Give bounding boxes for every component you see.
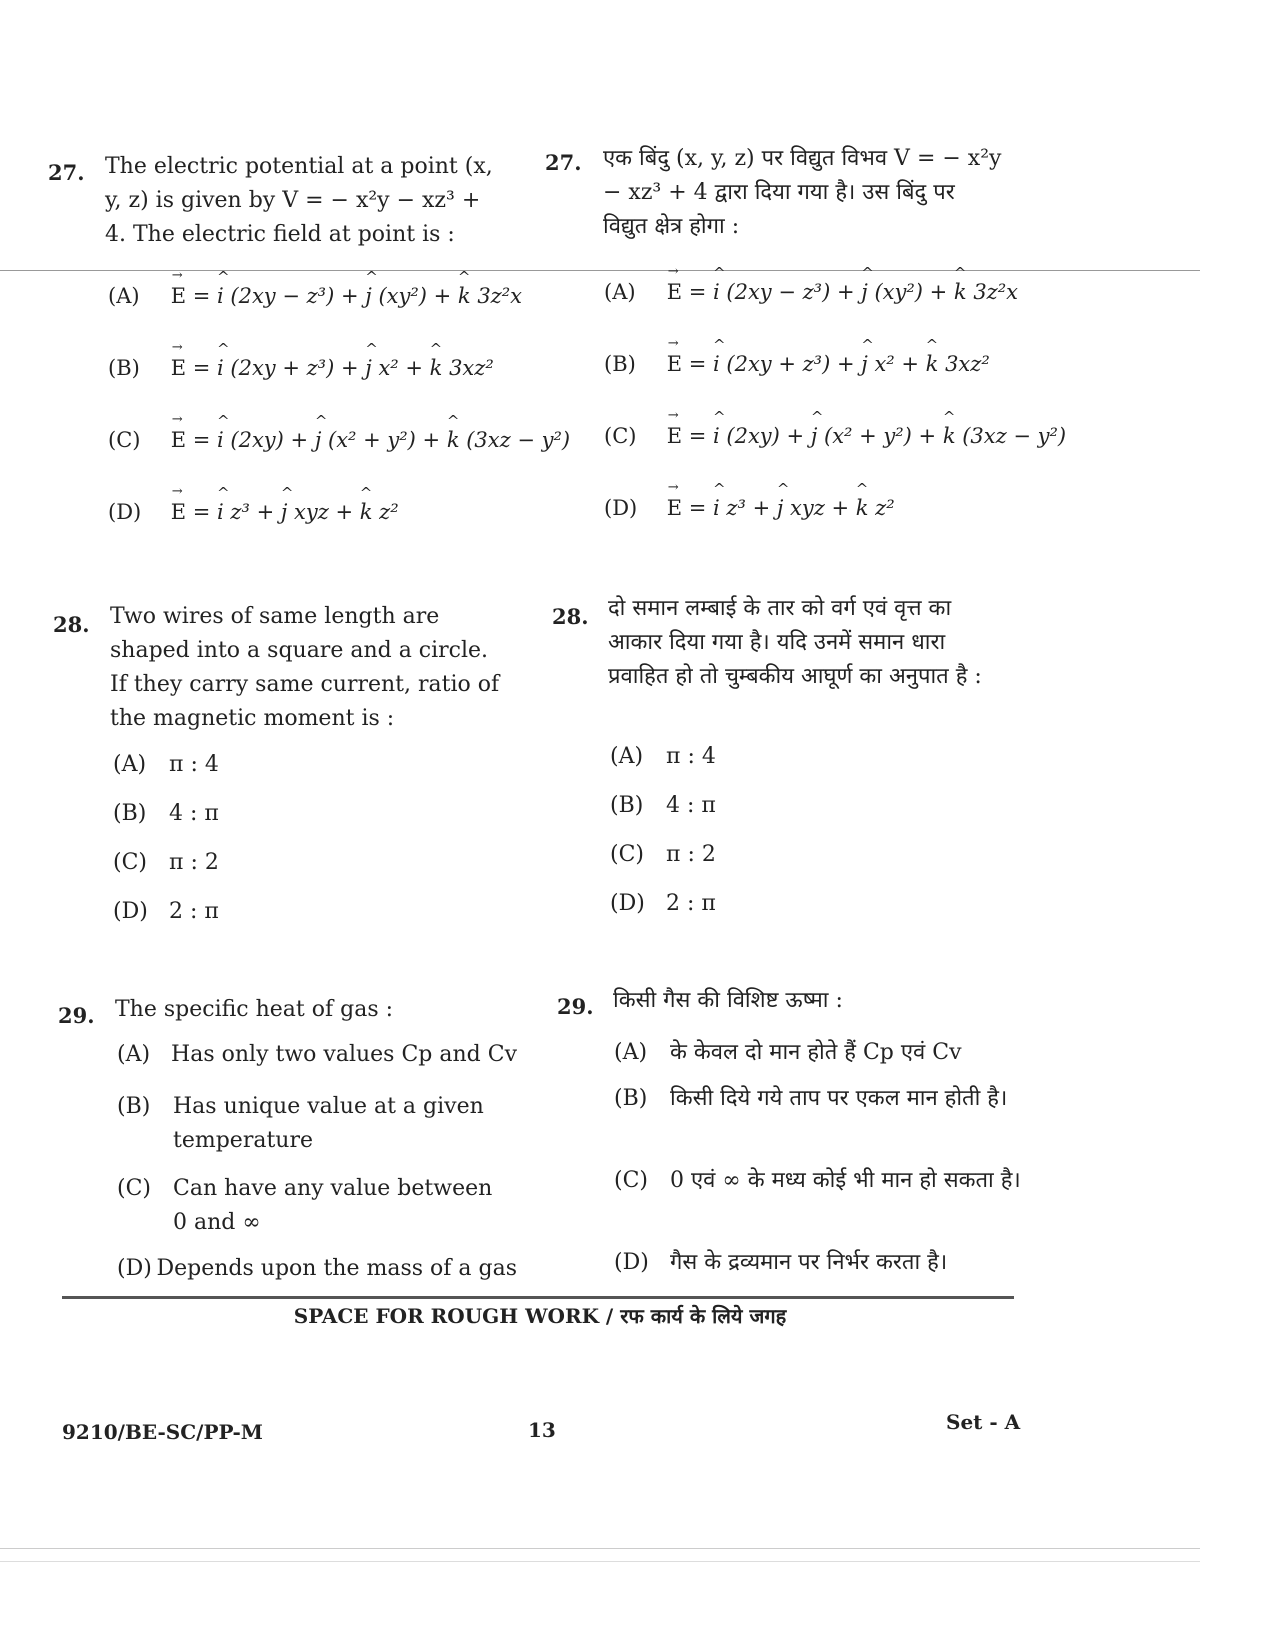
q28-english-options	[113, 752, 219, 948]
q28-option-c	[113, 850, 219, 899]
q28-hindi-text: दो समान लम्बाई के तार को वर्ग एवं वृत्त का आकार दिया गया है। यदि उनमें समान धारा प्रवाहित हो तो चुम्बकीय आघूर्ण का अनुपात है :	[608, 596, 982, 689]
option-value: 2 : π	[666, 891, 716, 916]
unit-vector-k: ^ k	[954, 280, 967, 304]
unit-vector-i: ^ i	[713, 352, 720, 376]
q29-hindi-text: किसी गैस की विशिष्ट ऊष्मा :	[613, 988, 843, 1013]
rough-work-label: SPACE FOR ROUGH WORK / रफ कार्य के लिये जगह	[293, 1304, 787, 1328]
q27-english-text: The electric potential at a point (x, y, z) is given by V = − x²y − xz³ + 4. The electric field at point is :	[105, 154, 493, 247]
q28-number: 28.	[53, 612, 90, 637]
option-label: (B)	[604, 352, 636, 376]
unit-vector-j: ^ j	[861, 352, 868, 376]
option-value: Can have any value between 0 and ∞	[173, 1176, 493, 1235]
unit-vector-j: ^ j	[811, 424, 818, 448]
term-1: (2xy + z³) +	[719, 352, 862, 376]
term-2: xyz +	[287, 500, 360, 524]
option-value: π : 4	[666, 744, 716, 769]
vector-e: → E	[667, 280, 682, 304]
equals-sign: =	[192, 284, 211, 308]
q29-option-d	[117, 1256, 517, 1296]
option-label: (C)	[610, 842, 644, 867]
term-3: 3xz²	[442, 356, 494, 380]
term-2: (x² + y²) +	[817, 424, 943, 448]
q29-hi-option-b	[614, 1082, 1034, 1164]
q27-hindi-text: एक बिंदु (x, y, z) पर विद्युत विभव V = − x²y − xz³ + 4 द्वारा दिया गया है। उस बिंदु पर विद्युत क्षेत्र होगा :	[603, 146, 1002, 239]
unit-vector-i: ^ i	[713, 424, 720, 448]
option-label: (A)	[113, 752, 147, 777]
term-3: z²	[868, 496, 895, 520]
q28-option-b	[113, 801, 219, 850]
scan-edge	[0, 1548, 1200, 1562]
vector-e: → E	[171, 284, 186, 308]
term-2: (xy²) +	[867, 280, 954, 304]
unit-vector-j: ^ j	[365, 356, 372, 380]
term-3: 3z²x	[966, 280, 1019, 304]
q29-hindi-number: 29.	[557, 994, 594, 1019]
option-label: (B)	[610, 793, 644, 818]
equals-sign: =	[192, 428, 211, 452]
option-label: (D)	[117, 1256, 152, 1281]
option-label: (D)	[610, 891, 645, 916]
unit-vector-k: ^ k	[430, 356, 443, 380]
option-value: π : 2	[169, 850, 219, 875]
option-label: (D)	[614, 1250, 649, 1275]
vector-e: → E	[171, 356, 186, 380]
term-1: (2xy + z³) +	[223, 356, 366, 380]
q27-hindi-options	[604, 280, 1066, 568]
unit-vector-i: ^ i	[217, 428, 224, 452]
term-3: (3xz − y²)	[955, 424, 1067, 448]
page-number: 13	[528, 1418, 556, 1442]
unit-vector-j: ^ j	[315, 428, 322, 452]
term-1: (2xy) +	[223, 428, 315, 452]
term-2: xyz +	[783, 496, 856, 520]
option-value: Has unique value at a given temperature	[173, 1094, 484, 1153]
vector-e: → E	[667, 352, 682, 376]
unit-vector-k: ^ k	[447, 428, 460, 452]
unit-vector-k: ^ k	[856, 496, 869, 520]
option-label: (A)	[614, 1040, 648, 1065]
q29-english-options	[117, 1042, 517, 1296]
term-2: (x² + y²) +	[321, 428, 447, 452]
q29-english-text: The specific heat of gas :	[115, 997, 394, 1022]
term-1: (2xy − z³) +	[719, 280, 862, 304]
unit-vector-i: ^ i	[217, 500, 224, 524]
q29-number: 29.	[58, 1003, 95, 1028]
q27-english-options	[108, 284, 570, 572]
term-3: 3z²x	[470, 284, 523, 308]
option-value: π : 2	[666, 842, 716, 867]
equals-sign: =	[688, 496, 707, 520]
unit-vector-i: ^ i	[217, 284, 224, 308]
term-2: x² +	[371, 356, 430, 380]
unit-vector-i: ^ i	[217, 356, 224, 380]
q28-hi-option-b	[610, 793, 716, 842]
option-value: के केवल दो मान होते हैं Cp एवं Cv	[670, 1040, 962, 1065]
q29-hi-option-a	[614, 1036, 1034, 1082]
option-label: (C)	[614, 1168, 648, 1193]
unit-vector-k: ^ k	[458, 284, 471, 308]
vector-e: → E	[667, 424, 682, 448]
option-label: (B)	[113, 801, 147, 826]
q29-option-a	[117, 1042, 517, 1090]
option-label: (A)	[108, 284, 140, 308]
vector-e: → E	[171, 500, 186, 524]
option-label: (A)	[604, 280, 636, 304]
option-label: (D)	[108, 500, 142, 524]
q29-option-b	[117, 1090, 517, 1172]
option-label: (B)	[117, 1094, 151, 1119]
option-label: (C)	[108, 428, 141, 452]
term-3: z²	[372, 500, 399, 524]
vector-e: → E	[171, 428, 186, 452]
unit-vector-j: ^ j	[281, 500, 288, 524]
q28-hi-option-a	[610, 744, 716, 793]
q27-hi-option-d	[604, 496, 1066, 568]
unit-vector-i: ^ i	[713, 280, 720, 304]
q29-hi-option-d	[614, 1246, 1034, 1286]
option-label: (A)	[117, 1042, 151, 1067]
vector-e: → E	[667, 496, 682, 520]
option-label: (D)	[113, 899, 148, 924]
unit-vector-i: ^ i	[713, 496, 720, 520]
term-2: x² +	[867, 352, 926, 376]
term-1: z³ +	[719, 496, 777, 520]
option-value: गैस के द्रव्यमान पर निर्भर करता है।	[670, 1250, 948, 1275]
q27-number: 27.	[48, 160, 85, 185]
equals-sign: =	[688, 352, 707, 376]
unit-vector-j: ^ j	[777, 496, 784, 520]
equals-sign: =	[192, 500, 211, 524]
option-label: (B)	[614, 1086, 648, 1111]
unit-vector-k: ^ k	[926, 352, 939, 376]
term-3: (3xz − y²)	[459, 428, 571, 452]
q28-option-a	[113, 752, 219, 801]
q29-hi-option-c	[614, 1164, 1034, 1246]
unit-vector-k: ^ k	[943, 424, 956, 448]
q29-hindi-options	[614, 1036, 1034, 1286]
term-1: (2xy) +	[719, 424, 811, 448]
footer-rule	[62, 1296, 1014, 1299]
option-label: (A)	[610, 744, 644, 769]
q28-option-d	[113, 899, 219, 948]
option-value: 2 : π	[169, 899, 219, 924]
term-3: 3xz²	[938, 352, 990, 376]
q28-hi-option-d	[610, 891, 716, 940]
option-label: (C)	[604, 424, 637, 448]
unit-vector-j: ^ j	[365, 284, 372, 308]
option-label: (B)	[108, 356, 140, 380]
q28-english-text: Two wires of same length are shaped into a square and a circle. If they carry same current, ratio of the magnetic moment is :	[110, 604, 500, 731]
unit-vector-k: ^ k	[360, 500, 373, 524]
option-label: (C)	[117, 1176, 151, 1201]
set-label: Set - A	[946, 1410, 1021, 1434]
term-2: (xy²) +	[371, 284, 458, 308]
q28-hi-option-c	[610, 842, 716, 891]
q28-hindi-number: 28.	[552, 604, 589, 629]
paper-code: 9210/BE-SC/PP-M	[62, 1420, 263, 1444]
q27-option-d	[108, 500, 570, 572]
option-label: (D)	[604, 496, 638, 520]
term-1: (2xy − z³) +	[223, 284, 366, 308]
option-value: Depends upon the mass of a gas	[156, 1256, 517, 1281]
option-label: (C)	[113, 850, 147, 875]
equals-sign: =	[688, 424, 707, 448]
option-value: 0 एवं ∞ के मध्य कोई भी मान हो सकता है।	[670, 1168, 1021, 1193]
option-value: किसी दिये गये ताप पर एकल मान होती है।	[670, 1086, 1008, 1111]
unit-vector-j: ^ j	[861, 280, 868, 304]
q27-hindi-number: 27.	[545, 150, 582, 175]
q28-hindi-options	[610, 744, 716, 940]
term-1: z³ +	[223, 500, 281, 524]
equals-sign: =	[192, 356, 211, 380]
equals-sign: =	[688, 280, 707, 304]
option-value: 4 : π	[169, 801, 219, 826]
option-value: 4 : π	[666, 793, 716, 818]
q29-option-c	[117, 1172, 517, 1256]
option-value: π : 4	[169, 752, 219, 777]
option-value: Has only two values Cp and Cv	[171, 1042, 517, 1067]
